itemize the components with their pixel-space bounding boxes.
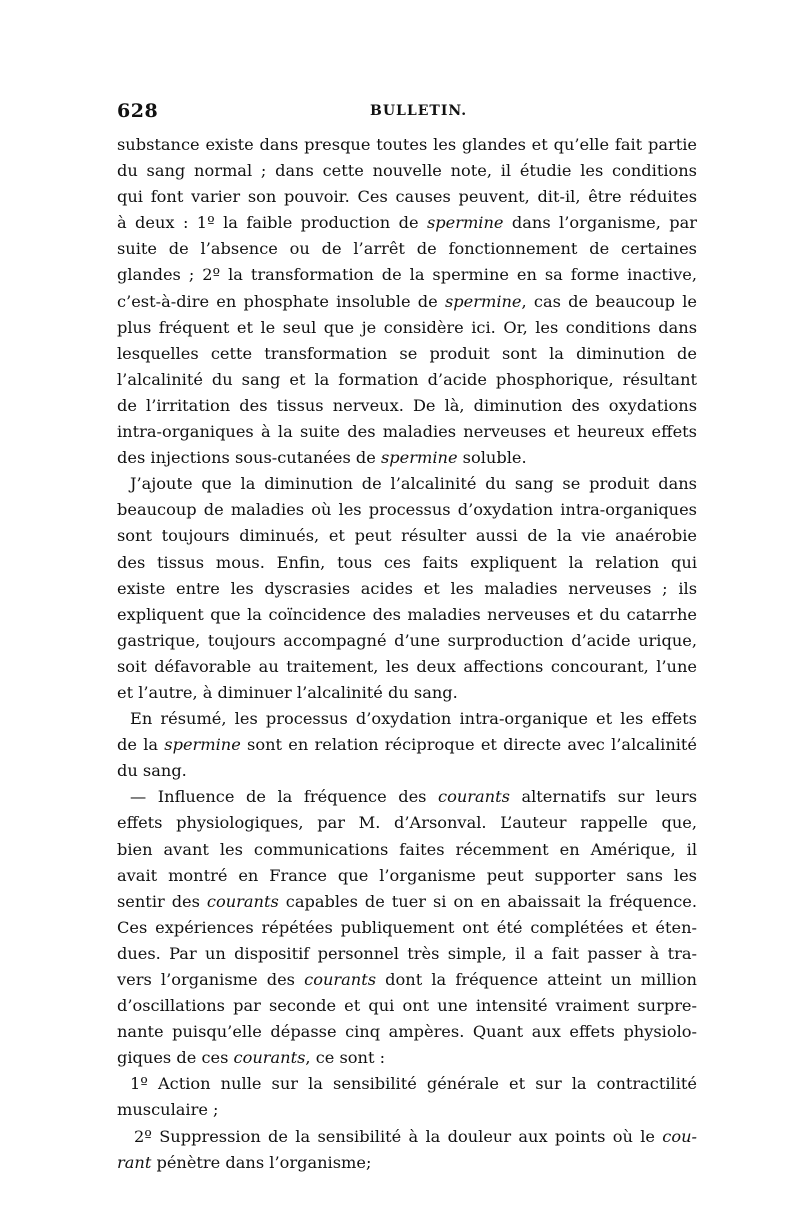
page-number: 628 (117, 100, 159, 122)
text-line: 1º Action nulle sur la sensibilité générale et sur la contractilité (130, 1074, 697, 1094)
text-line: substance existe dans presque toutes les glandes et qu’elle fait partie (117, 135, 697, 154)
text-line: avait montré en France que l’organisme peut supporter sans les (117, 865, 697, 885)
text-line: expliquent que la coïncidence des maladies nerveuses et du catarrhe (117, 604, 697, 624)
text-line: c’est-à-dire en phosphate insoluble de spermine, cas de beaucoup le (117, 291, 697, 311)
text-line: qui font varier son pouvoir. Ces causes peuvent, dit-il, être réduites (117, 187, 697, 207)
text-line: suite de l’absence ou de l’arrêt de fonctionnement de certaines (117, 239, 697, 259)
text-line: du sang. (117, 761, 187, 781)
text-line: glandes ; 2º la transformation de la spermine en sa forme inactive, (117, 265, 697, 285)
text-line: beaucoup de maladies où les processus d’oxydation intra-organiques (117, 500, 697, 520)
body-text (117, 132, 697, 1176)
text-line: de la spermine sont en relation réciproque et directe avec l’alcalinité (117, 735, 698, 755)
text-line: soit défavorable au traitement, les deux affections concourant, l’une (117, 656, 697, 676)
text-line: bien avant les communications faites récemment en Amérique, il (117, 839, 697, 859)
text-line: à deux : 1º la faible production de spermine dans l’organisme, par (117, 213, 697, 233)
text-line: musculaire ; (117, 1100, 219, 1120)
text-line: vers l’organisme des courants dont la fréquence atteint un million (117, 970, 697, 989)
text-line: En résumé, les processus d’oxydation intra-organique et les effets (130, 709, 697, 729)
text-line: plus fréquent et le seul que je considère ici. Or, les conditions dans (117, 317, 697, 337)
text-line: rant pénètre dans l’organisme; (117, 1152, 372, 1172)
text-line: — Influence de la fréquence des courants alternatifs sur leurs (130, 787, 697, 807)
text-line: 2º Suppression de la sensibilité à la douleur aux points où le cou- (134, 1126, 697, 1146)
text-line: des tissus mous. Enfin, tous ces faits expliquent la relation qui (117, 552, 697, 572)
text-line: existe entre les dyscrasies acides et les maladies nerveuses ; ils (117, 578, 697, 598)
text-line: et l’autre, à diminuer l’alcalinité du sang. (117, 682, 458, 702)
text-line: gastrique, toujours accompagné d’une surproduction d’acide urique, (117, 630, 697, 650)
text-line: intra-organiques à la suite des maladies nerveuses et heureux effets (117, 422, 697, 442)
text-line: sentir des courants capables de tuer si on en abaissait la fréquence. (117, 891, 697, 911)
text-line: lesquelles cette transformation se produit sont la diminution de (117, 343, 697, 363)
page-header (117, 100, 697, 122)
text-line: du sang normal ; dans cette nouvelle note, il étudie les conditions (117, 161, 697, 181)
text-line: J’ajoute que la diminution de l’alcalinité du sang se produit dans (130, 474, 697, 494)
running-head: BULLETIN. (370, 103, 468, 119)
text-line: effets physiologiques, par M. d’Arsonval. L’auteur rappelle que, (117, 813, 697, 833)
text-line: sont toujours diminués, et peut résulter aussi de la vie anaérobie (117, 526, 697, 546)
text-line: l’alcalinité du sang et la formation d’acide phosphorique, résultant (117, 369, 697, 389)
text-line: giques de ces courants, ce sont : (117, 1048, 386, 1068)
text-line: nante puisqu’elle dépasse cinq ampères. Quant aux effets physiolo- (117, 1022, 697, 1042)
text-line: de l’irritation des tissus nerveux. De là, diminution des oxydations (117, 395, 697, 415)
text-line: d’oscillations par seconde et qui ont une intensité vraiment surpre- (117, 996, 697, 1016)
text-line: dues. Par un dispositif personnel très simple, il a fait passer à tra- (117, 943, 697, 963)
text-line: des injections sous-cutanées de spermine soluble. (117, 448, 527, 468)
text-line: Ces expériences répétées publiquement ont été complétées et éten- (117, 917, 697, 937)
